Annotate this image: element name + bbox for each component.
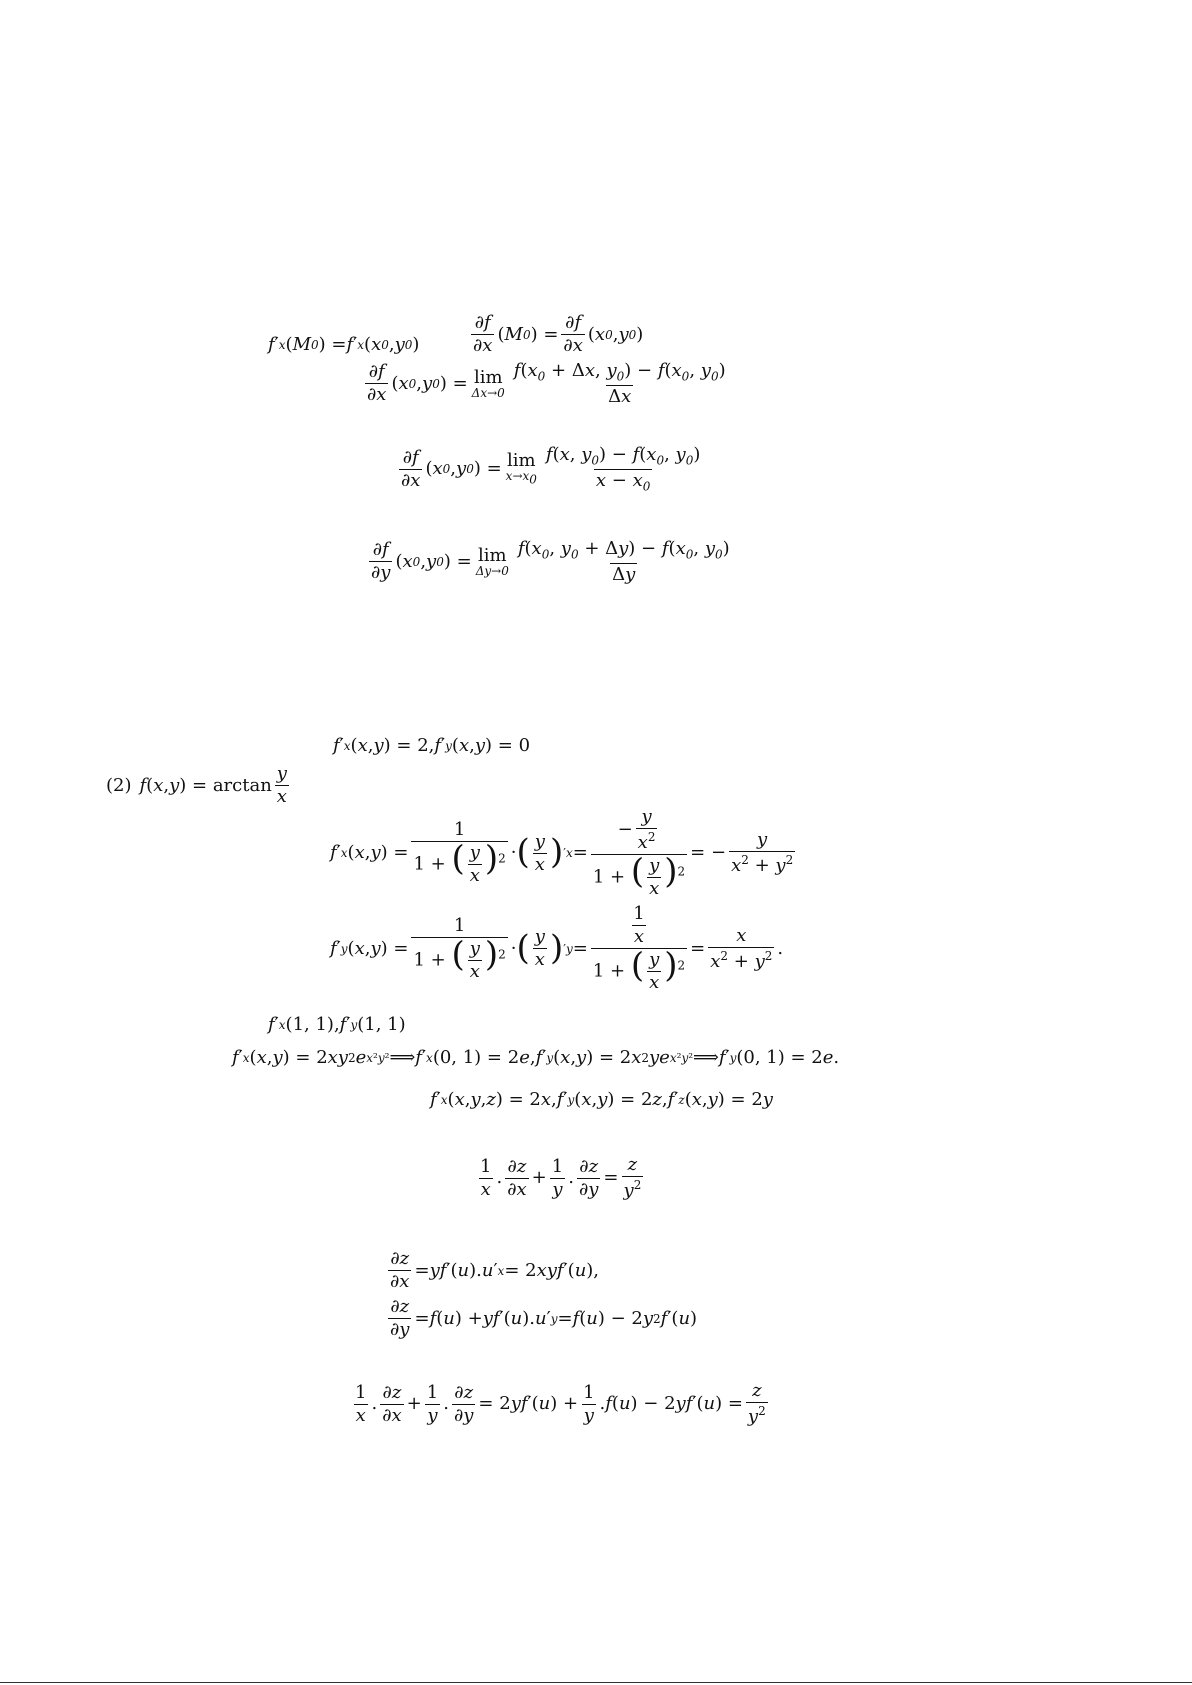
formula-ex5-dzdx: $\frac{\partial z}{\partial x}$ = yf ′( u ). u ′ x = 2 xyf ′( u ), <box>390 1248 600 1292</box>
formula-ex2-fx: f ′ x ( x , y ) = 1 1 + ( $\frac{y}{x}$ )$^2$ · ( $\frac{y}{x}$ ) ′ x = − $\frac{y}{x^2}$ 1 + ( $\frac{y}{x}$ )$^2$ = − $\frac{y}{x^2 + y^2}$ <box>330 806 794 899</box>
formula-ex5-dzdy: $\frac{\partial z}{\partial y}$ = f ( u ) + yf ′( u ). u ′ y = f ( u ) − 2 y 2 f ′( u ) <box>390 1296 698 1340</box>
formula-ex2-fy: f ′ y ( x , y ) = 1 1 + ( $\frac{y}{x}$ )$^2$ · ( $\frac{y}{x}$ ) ′ y = $\frac{1}{x}$ 1 + ( $\frac{y}{x}$ )$^2$ = $\frac{x}{x^2 + y^2}$ . <box>330 903 784 993</box>
page-bottom-rule <box>0 1682 1192 1683</box>
formula-limit-x-x0: $\frac{\partial f}{\partial x}$ ( x 0 , y 0 ) = lim $x\to x_0$ $\frac{f(x, y_0) - f(x_0, y_0)}{x - x_0}$ <box>401 444 701 494</box>
formula-def-notation-b: $\frac{\partial f}{\partial x}$ ( M 0 ) = $\frac{\partial f}{\partial x}$ ( x 0 , y 0 ) <box>473 312 644 356</box>
formula-ex4-result: f ′ x ( x , y , z ) = 2 x , f ′ y ( x , y ) = 2 z , f ′ z ( x , y ) = 2 y <box>430 1089 773 1110</box>
example-label: (2) <box>106 774 132 796</box>
formula-ex1-result: f ′ x ( x , y ) = 2, f ′ y ( x , y ) = 0 <box>333 735 531 756</box>
formula-def-notation-a: f ′ x ( M 0 ) = f ′ x ( x 0 , y 0 ) <box>268 334 420 355</box>
formula-limit-dy: $\frac{\partial f}{\partial y}$ ( x 0 , y 0 ) = lim Δy→0 $\frac{f(x_0, y_0 + \Delta y) - f(x_0, y_0)}{\Delta y}$ <box>371 538 730 585</box>
formula-ex3-find: f ′ x (1, 1), f ′ y (1, 1) <box>268 1014 406 1035</box>
formula-ex3-calc: f ′ x ( x , y ) = 2 xy 2 e x²y² ⟹ f ′ x (0, 1) = 2 e , f ′ y ( x , y ) = 2 x 2 ye x²y² ⟹ f ′ y (0, 1) = 2 e . <box>232 1047 840 1068</box>
formula-ex2-func: (2) f ( x , y ) = arctan $\frac{y}{x}$ <box>106 763 287 807</box>
formula-ex5-claim: $\frac{1}{x}$ . $\frac{\partial z}{\partial x}$ + $\frac{1}{y}$ . $\frac{\partial z}{\partial y}$ = $\frac{z}{y^2}$ <box>480 1154 642 1201</box>
formula-limit-dx: $\frac{\partial f}{\partial x}$ ( x 0 , y 0 ) = lim Δx→0 $\frac{f(x_0 + \Delta x, y_0) - f(x_0, y_0)}{\Delta x}$ <box>367 360 726 407</box>
formula-ex5-verify: $\frac{1}{x}$ . $\frac{\partial z}{\partial x}$ + $\frac{1}{y}$ . $\frac{\partial z}{\partial y}$ = 2 yf ′( u ) + $\frac{1}{y}$ . f ( u ) − 2 yf ′( u ) = $\frac{z}{y^2}$ <box>355 1380 766 1427</box>
